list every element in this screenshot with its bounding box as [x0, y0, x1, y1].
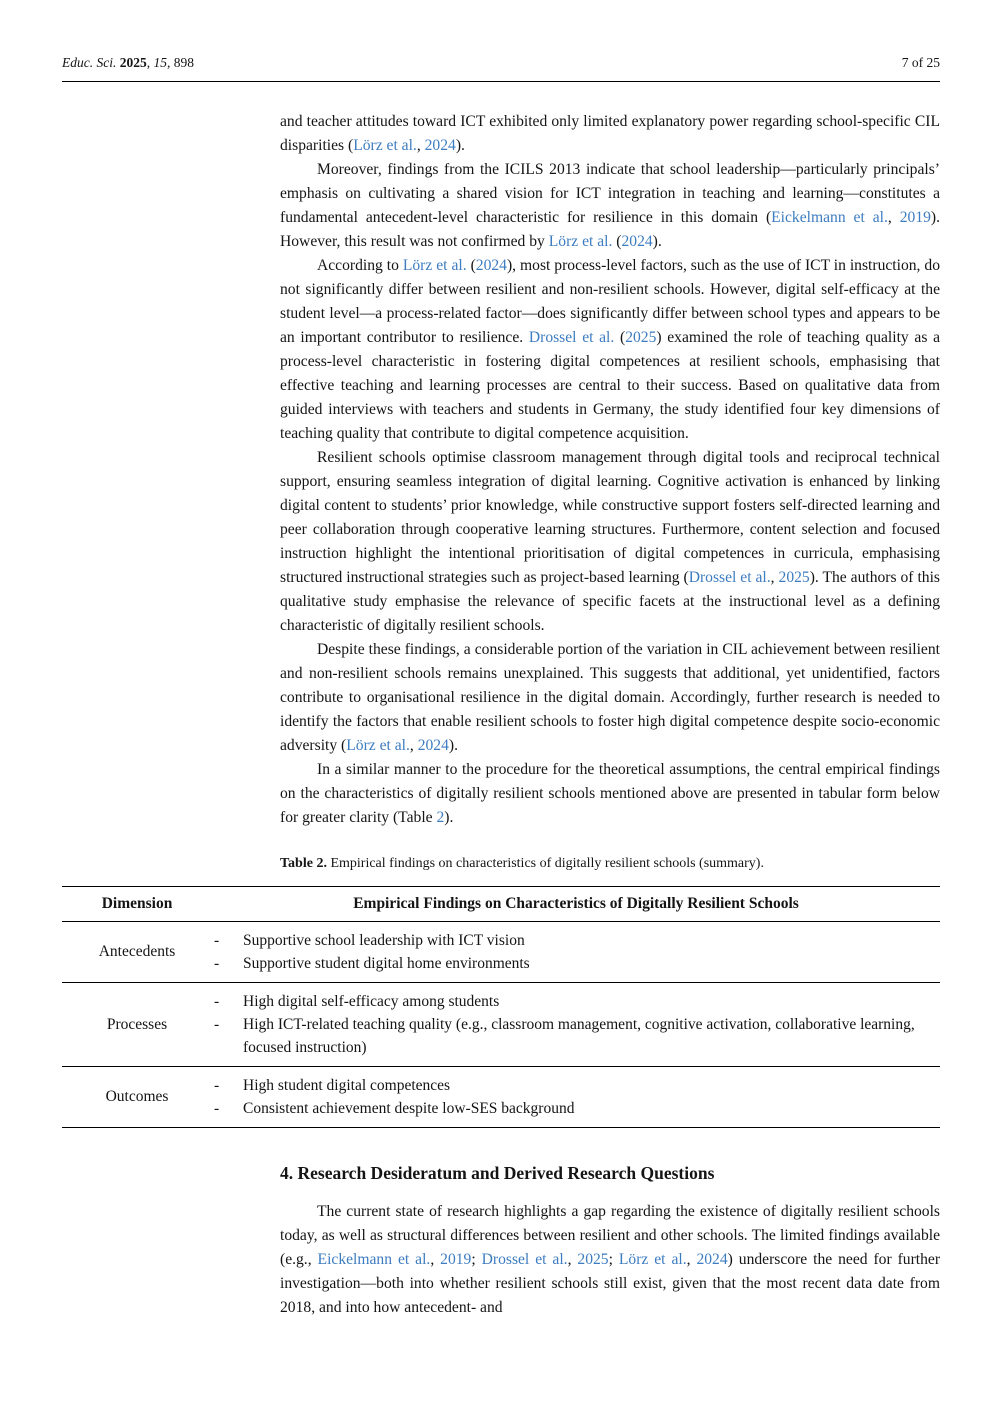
findings-cell	[212, 1067, 940, 1128]
page-header	[62, 55, 940, 82]
table-row-antecedents	[62, 922, 940, 983]
paragraph-7: The current state of research highlights a gap regarding the existence of digitally resilient schools today, as well as structural differences between resilient and other schools. The limited findings available (e.g., Eickelmann et al., 2019; Drossel et al., 2025; Lörz et al., 2024) underscore the need for further investigation—both into whether resilient schools still exist, given that the most recent data date from 2018, and into how antecedent- and	[280, 1203, 941, 1316]
table-header-row	[62, 887, 940, 922]
paragraph-3: According to Lörz et al. (2024), most process-level factors, such as the use of ICT in instruction, do not significantly differ between resilient and non-resilient schools. However, digital self-efficacy at the student level—a process-related factor—does significantly differ between school types and appears to be an important contributor to resilience. Drossel et al. (2025) examined the role of teaching quality as a process-level characteristic in fostering digital competences at resilient schools, emphasising that effective teaching and learning processes are central to their success. Based on qualitative data from guided interviews with teachers and students in Germany, the study identified four key dimensions of teaching quality that contribute to digital competence acquisition.	[280, 257, 941, 442]
citation-link[interactable]: Eickelmann et al.	[317, 1251, 431, 1268]
citation-link[interactable]: 2024	[696, 1251, 728, 1268]
paragraph-6: In a similar manner to the procedure for the theoretical assumptions, the central empirical findings on the characteristics of digitally resilient schools mentioned above are presented in tabular form below for greater clarity (Table 2).	[280, 761, 940, 826]
citation-link[interactable]: 2025	[577, 1251, 609, 1268]
paragraph-5: Despite these findings, a considerable portion of the variation in CIL achievement between resilient and non-resilient schools remains unexplained. This suggests that additional, yet unidentified, factors contribute to organisational resilience in the digital domain. Accordingly, further research is needed to identify the factors that enable resilient schools to foster high digital competence despite socio-economic adversity (Lörz et al., 2024).	[280, 641, 940, 754]
section-4-column	[280, 1161, 940, 1320]
citation-link[interactable]: 2019	[440, 1251, 472, 1268]
page-body	[62, 110, 940, 1320]
citation-link[interactable]: Lörz et al.	[346, 737, 410, 754]
dash-marker: -	[214, 993, 220, 1010]
dash-marker: -	[214, 955, 220, 972]
list-item	[212, 929, 940, 952]
dash-marker: -	[214, 932, 220, 949]
citation-link[interactable]: 2024	[424, 137, 456, 154]
citation-link[interactable]: Drossel et al.	[528, 329, 615, 346]
table-caption-label: Table 2.	[280, 856, 327, 871]
citation-link[interactable]: 2025	[778, 569, 810, 586]
dimension-cell: Antecedents	[62, 922, 212, 983]
table-header-dimension: Dimension	[62, 887, 212, 922]
journal-citation: Educ. Sci. 2025, 15, 898	[62, 55, 194, 70]
citation-link[interactable]: Lörz et al.	[548, 233, 613, 250]
citation-link[interactable]: Drossel et al.	[688, 569, 771, 586]
list-item	[212, 1013, 940, 1059]
table-row-outcomes	[62, 1067, 940, 1128]
findings-cell	[212, 983, 940, 1067]
dash-marker: -	[214, 1077, 220, 1094]
citation-link[interactable]: Lörz et al.	[353, 137, 417, 154]
list-item	[212, 990, 940, 1013]
citation-link[interactable]: 2024	[475, 257, 507, 274]
paragraph-4: Resilient schools optimise classroom management through digital tools and reciprocal technical support, ensuring seamless integration of digital learning. Cognitive activation is enhanced by linking digital content to students’ prior knowledge, while constructive support fosters self-directed learning and peer collaboration through cooperative learning structures. Furthermore, content selection and focused instruction highlight the intentional prioritisation of digital competences in curricula, emphasising structured instructional strategies such as project-based learning (Drossel et al., 2025). The authors of this qualitative study emphasise the relevance of specific facets at the instructional level as a defining characteristic of digitally resilient schools.	[280, 449, 940, 634]
list-item-text: Supportive school leadership with ICT vision	[243, 932, 525, 949]
paragraph-2: Moreover, findings from the ICILS 2013 indicate that school leadership—particularly principals’ emphasis on cultivating a shared vision for ICT integration in teaching and learning—constitutes a fundamental antecedent-level characteristic for resilience in this domain (Eickelmann et al., 2019). However, this result was not confirmed by Lörz et al. (2024).	[280, 161, 940, 250]
list-item-text: High ICT-related teaching quality (e.g., classroom management, cognitive activation, collaborative learning, focused instruction)	[243, 1016, 915, 1056]
citation-link[interactable]: 2024	[621, 233, 653, 250]
dash-marker: -	[214, 1100, 220, 1117]
findings-cell	[212, 922, 940, 983]
list-item	[212, 1074, 940, 1097]
body-text-column	[280, 110, 940, 830]
citation-link[interactable]: 2019	[899, 209, 931, 226]
section-heading: 4. Research Desideratum and Derived Research Questions	[280, 1163, 715, 1183]
table-header-findings: Empirical Findings on Characteristics of Digitally Resilient Schools	[212, 887, 940, 922]
citation-link[interactable]: 2024	[417, 737, 449, 754]
citation-link[interactable]: Eickelmann et al.	[771, 209, 888, 226]
dimension-cell: Processes	[62, 983, 212, 1067]
citation-link[interactable]: 2025	[625, 329, 657, 346]
list-item	[212, 952, 940, 975]
page-number: 7 of 25	[901, 55, 940, 70]
list-item-text: High digital self-efficacy among students	[243, 993, 500, 1010]
dimension-cell: Outcomes	[105, 1088, 169, 1105]
citation-link[interactable]: Lörz et al.	[618, 1251, 687, 1268]
list-item-text: Supportive student digital home environments	[243, 955, 530, 972]
table-caption	[280, 855, 940, 873]
list-item-text: Consistent achievement despite low-SES background	[243, 1100, 575, 1117]
table-row-processes	[62, 983, 940, 1067]
list-item-text: High student digital competences	[243, 1077, 451, 1094]
dash-marker: -	[214, 1016, 220, 1033]
list-item	[212, 1097, 940, 1120]
paragraph-1: and teacher attitudes toward ICT exhibited only limited explanatory power regarding school-specific CIL disparities (Lörz et al., 2024).	[280, 113, 940, 154]
citation-link[interactable]: Lörz et al.	[402, 257, 467, 274]
table-2	[62, 886, 940, 1128]
table-caption-text: Empirical findings on characteristics of digitally resilient schools (summary).	[330, 856, 764, 871]
citation-link[interactable]: 2	[436, 809, 445, 826]
citation-link[interactable]: Drossel et al.	[481, 1251, 568, 1268]
